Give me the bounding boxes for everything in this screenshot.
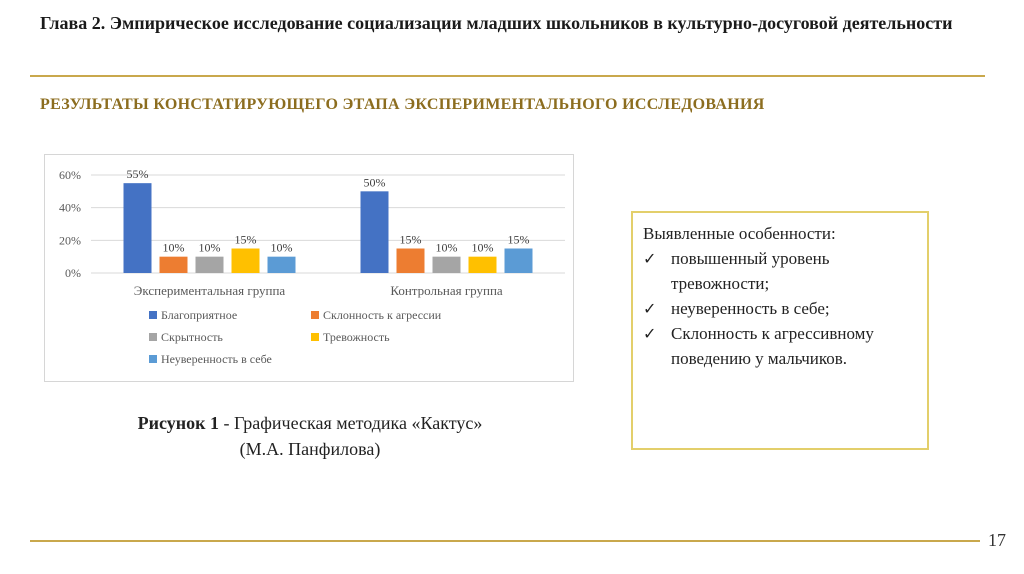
- check-icon: ✓: [643, 299, 657, 318]
- bar: [433, 257, 461, 273]
- bar: [124, 183, 152, 273]
- bar: [469, 257, 497, 273]
- y-tick-label: 60%: [59, 168, 81, 182]
- caption-text: - Графическая методика «Кактус»: [218, 413, 483, 433]
- bar: [196, 257, 224, 273]
- data-label: 15%: [507, 232, 530, 247]
- section-title: РЕЗУЛЬТАТЫ КОНСТАТИРУЮЩЕГО ЭТАПА ЭКСПЕРИМЕНТАЛЬНОГО ИССЛЕДОВАНИЯ: [40, 96, 765, 113]
- list-item: [643, 321, 919, 371]
- bar: [160, 257, 188, 273]
- finding-text: Склонность к агрессивному поведению у мальчиков.: [671, 324, 874, 368]
- bar: [505, 249, 533, 274]
- figure-caption: [90, 410, 530, 462]
- data-label: 50%: [363, 175, 386, 190]
- data-label: 10%: [162, 240, 185, 255]
- y-tick-label: 0%: [65, 266, 81, 280]
- findings-list: [643, 246, 919, 371]
- top-divider: [30, 75, 985, 77]
- legend-label: Тревожность: [323, 330, 390, 344]
- data-label: 10%: [270, 240, 293, 255]
- bar: [232, 249, 260, 274]
- bar-chart: [44, 154, 574, 382]
- check-icon: ✓: [643, 249, 657, 268]
- legend-swatch: [149, 333, 157, 341]
- legend-swatch: [149, 311, 157, 319]
- y-tick-label: 20%: [59, 233, 81, 248]
- finding-text: неуверенность в себе;: [671, 299, 830, 318]
- legend-label: Скрытность: [161, 330, 223, 344]
- list-item: [643, 246, 919, 296]
- legend-swatch: [311, 333, 319, 341]
- data-label: 15%: [234, 232, 257, 247]
- check-icon: ✓: [643, 324, 657, 343]
- bottom-divider: [30, 540, 980, 542]
- data-label: 10%: [471, 240, 494, 255]
- page-title: Глава 2. Эмпирическое исследование социализации младших школьников в культурно-досуговой деятельности: [40, 13, 953, 33]
- finding-text: повышенный уровень тревожности;: [671, 249, 830, 293]
- x-category-label: Контрольная группа: [390, 283, 503, 298]
- legend-label: Неуверенность в себе: [161, 352, 272, 366]
- data-label: 10%: [435, 240, 458, 255]
- legend-swatch: [149, 355, 157, 363]
- caption-author: (М.А. Панфилова): [239, 439, 381, 459]
- page-number: 17: [988, 530, 1006, 550]
- bar: [361, 191, 389, 273]
- data-label: 15%: [399, 232, 422, 247]
- legend-label: Склонность к агрессии: [323, 308, 442, 322]
- bar: [397, 249, 425, 274]
- bar: [268, 257, 296, 273]
- chart-canvas: [45, 155, 573, 381]
- list-item: [643, 296, 919, 321]
- caption-label: Рисунок 1: [137, 413, 219, 433]
- y-tick-label: 40%: [59, 200, 81, 215]
- data-label: 55%: [126, 167, 149, 182]
- x-category-label: Экспериментальная группа: [133, 283, 286, 298]
- findings-heading: Выявленные особенности:: [643, 224, 836, 243]
- findings-box: [631, 211, 929, 450]
- data-label: 10%: [198, 240, 221, 255]
- legend-label: Благоприятное: [161, 308, 238, 322]
- legend-swatch: [311, 311, 319, 319]
